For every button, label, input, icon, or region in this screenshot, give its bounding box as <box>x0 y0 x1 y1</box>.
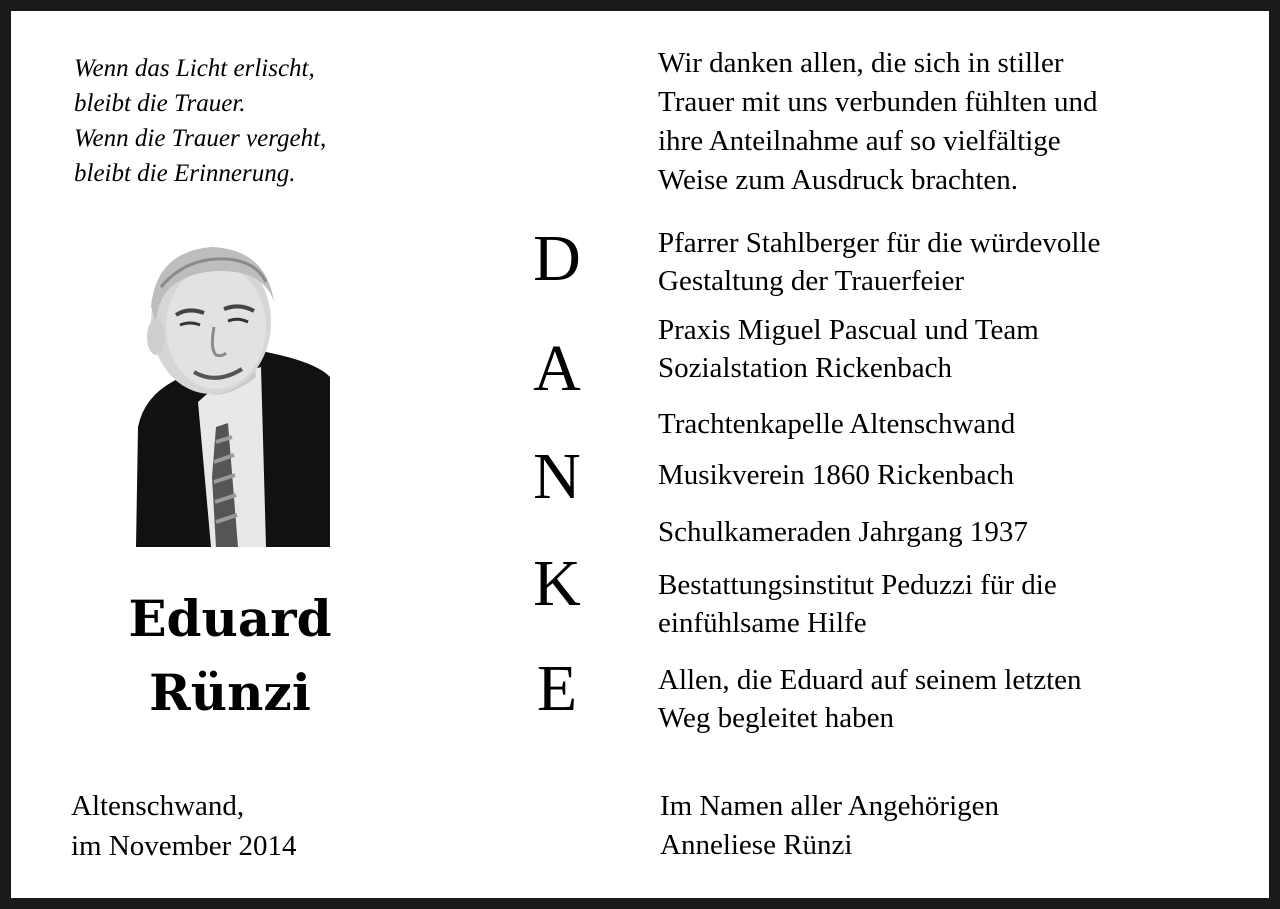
thanks-item <box>658 311 1039 387</box>
danke-letter: A <box>533 332 581 405</box>
danke-letter: K <box>533 547 581 620</box>
intro-line: Trauer mit uns verbunden fühlten und <box>658 86 1098 118</box>
deceased-first-name: Eduard <box>128 589 332 648</box>
thanks-line: Pfarrer Stahlberger für die würdevolle <box>658 227 1101 259</box>
poem-line: bleibt die Erinnerung. <box>74 160 296 187</box>
danke-letter: D <box>533 222 581 295</box>
thanks-item <box>658 456 1014 494</box>
closing-line: Anneliese Rünzi <box>660 829 853 861</box>
thanks-item <box>658 513 1028 551</box>
thanks-item <box>658 224 1100 300</box>
intro-text <box>658 44 1098 200</box>
poem-line: Wenn die Trauer vergeht, <box>74 125 327 152</box>
intro-line: ihre Anteilnahme auf so vielfältige <box>658 125 1061 157</box>
poem-line: Wenn das Licht erlischt, <box>74 55 315 82</box>
thanks-line: Weg begleitet haben <box>658 702 895 734</box>
danke-letter: N <box>533 440 581 513</box>
poem-line: bleibt die Trauer. <box>74 90 246 117</box>
intro-line: Wir danken allen, die sich in stiller <box>658 47 1064 79</box>
place-date-line: im November 2014 <box>71 830 297 862</box>
thanks-line: Praxis Miguel Pascual und Team <box>658 314 1039 346</box>
danke-letter: E <box>536 652 578 725</box>
thanks-line: Allen, die Eduard auf seinem letzten <box>658 664 1082 696</box>
thanks-line: Sozialstation Rickenbach <box>658 352 952 384</box>
thanks-line: Trachtenkapelle Altenschwand <box>658 408 1016 440</box>
thanks-line: Gestaltung der Trauerfeier <box>658 265 965 297</box>
closing-line: Im Namen aller Angehörigen <box>660 790 1000 822</box>
portrait-image <box>116 227 330 547</box>
portrait-photo <box>116 227 330 547</box>
thanks-item <box>658 405 1015 443</box>
thanks-line: Bestattungsinstitut Peduzzi für die <box>658 569 1057 601</box>
poem <box>74 51 326 191</box>
thanks-line: Schulkameraden Jahrgang 1937 <box>658 516 1028 548</box>
thanks-line: einfühlsame Hilfe <box>658 607 867 639</box>
thanks-line: Musikverein 1860 Rickenbach <box>658 459 1014 491</box>
intro-line: Weise zum Ausdruck brachten. <box>658 164 1019 196</box>
thanks-item <box>658 566 1057 642</box>
place-date <box>71 786 297 866</box>
deceased-last-name: Rünzi <box>149 663 311 722</box>
thanks-item <box>658 661 1082 737</box>
obituary-card <box>11 11 1269 898</box>
closing-signature <box>660 787 999 865</box>
place-date-line: Altenschwand, <box>71 790 245 822</box>
